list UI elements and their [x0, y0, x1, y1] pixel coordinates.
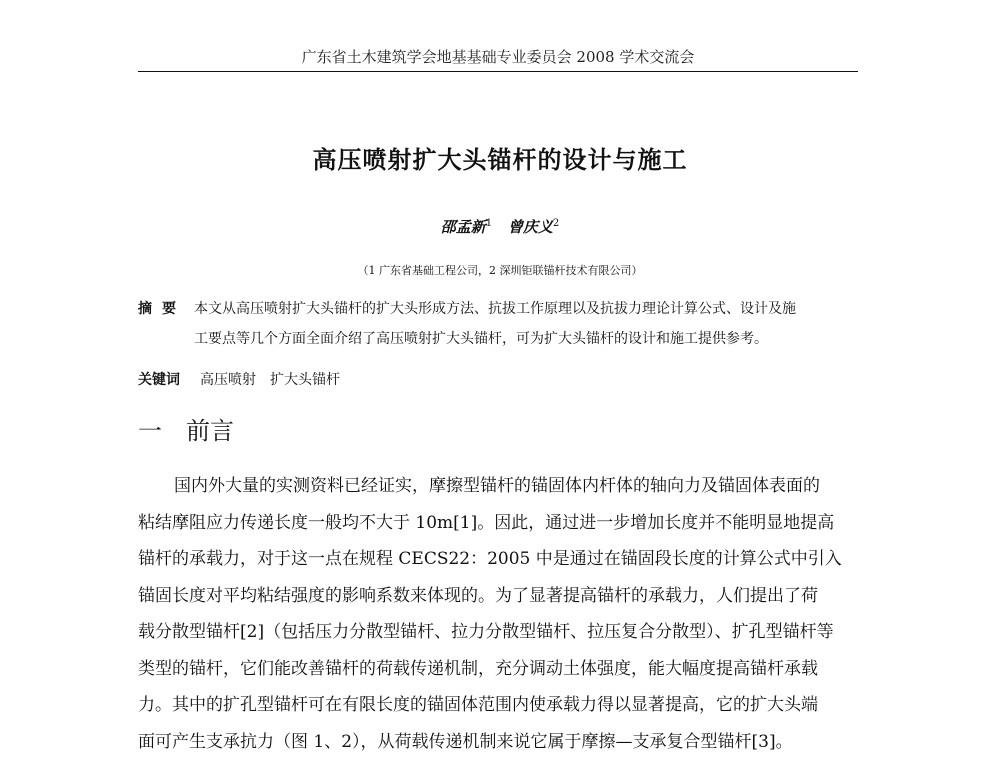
abstract-text: 本文从高压喷射扩大头锚杆的扩大头形成方法、抗拔工作原理以及抗拔力理论计算公式、设计及施 — [194, 301, 796, 317]
keyword: 高压喷射 — [200, 372, 256, 388]
paragraph-line: 类型的锚杆，它们能改善锚杆的荷载传递机制，充分调动土体强度，能大幅度提高锚杆承载 — [138, 658, 818, 679]
author-line — [0, 216, 1000, 237]
keywords-label: 关键词 — [138, 372, 180, 388]
paragraph-line: 力。其中的扩孔型锚杆可在有限长度的锚固体范围内使承载力得以显著提高，它的扩大头端 — [138, 695, 818, 715]
author-name: 邵孟新 — [440, 218, 486, 236]
header-rule — [138, 71, 858, 72]
running-header: 广东省土木建筑学会地基基础专业委员会 2008 学术交流会 — [301, 48, 695, 66]
affiliation: （1 广东省基础工程公司，2 深圳钜联锚杆技术有限公司） — [357, 264, 643, 277]
keyword: 扩大头锚杆 — [270, 372, 340, 388]
section-heading — [138, 411, 234, 446]
paragraph-line: 面可产生支承抗力（图 1、2），从荷载传递机制来说它属于摩擦—支承复合型锚杆[3]。 — [138, 731, 793, 752]
paragraph-line: 载分散型锚杆[2]（包括压力分散型锚杆、拉力分散型锚杆、拉压复合分散型）、扩孔型锚杆等 — [138, 622, 834, 642]
abstract-line: 工要点等几个方面全面介绍了高压喷射扩大头锚杆，可为扩大头锚杆的设计和施工提供参考。 — [194, 331, 768, 347]
paragraph-line: 国内外大量的实测资料已经证实，摩擦型锚杆的锚固体内杆体的轴向力及锚固体表面的 — [174, 476, 820, 496]
author-affiliation-mark: 1 — [485, 218, 493, 229]
paper-title: 高压喷射扩大头锚杆的设计与施工 — [312, 145, 688, 174]
paragraph-line: 锚固长度对平均粘结强度的影响系数来体现的。为了显著提高锚杆的承载力，人们提出了荷 — [138, 585, 818, 606]
author-affiliation-mark: 2 — [552, 218, 560, 229]
section-number: 一 — [138, 417, 162, 445]
paragraph-line: 锚杆的承载力，对于这一点在规程 CECS22：2005 中是通过在锚固段长度的计算公式中引入 — [138, 549, 842, 569]
paragraph-line: 粘结摩阻应力传递长度一般均不大于 10m[1]。因此，通过进一步增加长度并不能明显地提高 — [138, 512, 835, 533]
abstract-label: 摘要 — [138, 301, 186, 317]
abstract-line — [138, 294, 858, 324]
body-paragraph — [138, 468, 862, 760]
section-title: 前言 — [186, 417, 234, 445]
abstract — [138, 294, 858, 354]
author-name: 曾庆义 — [507, 218, 553, 236]
keywords — [138, 368, 858, 392]
